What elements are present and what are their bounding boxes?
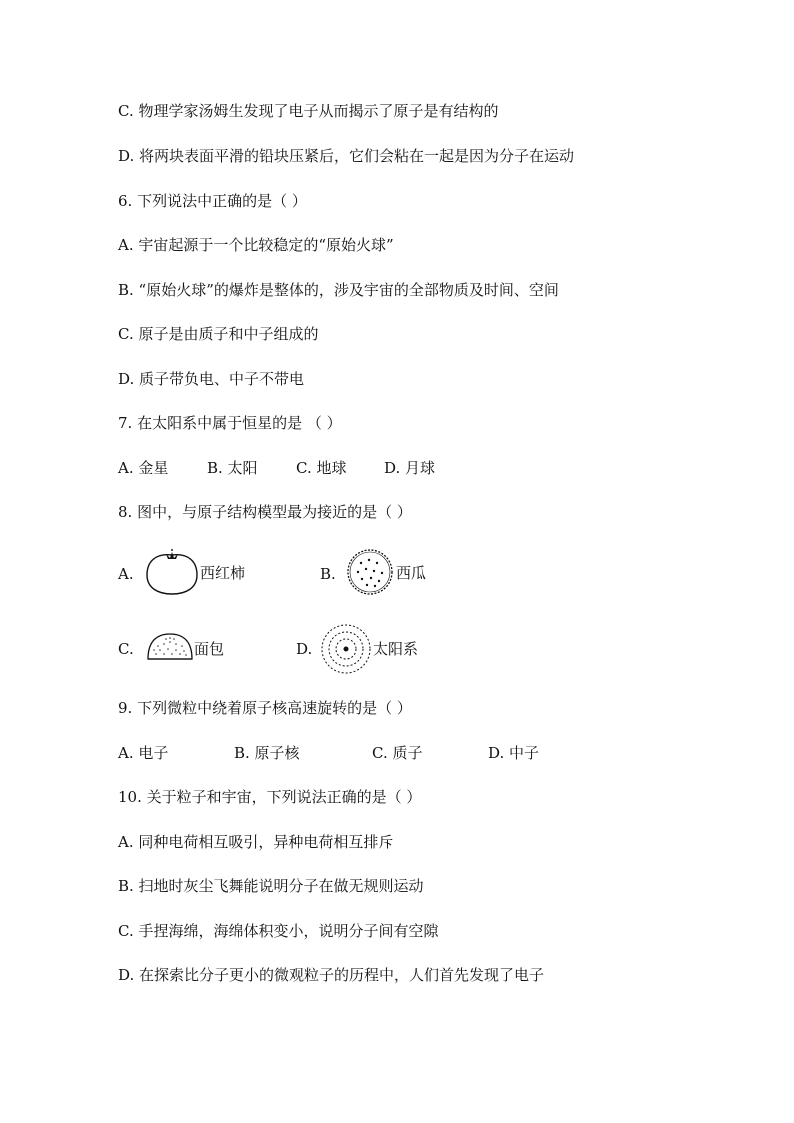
solar-system-icon	[321, 624, 371, 674]
q8-option-c-letter: C.	[118, 640, 134, 658]
tomato-icon	[145, 548, 199, 596]
q10-option-d: D. 在探索比分子更小的微观粒子的历程中，人们首先发现了电子	[118, 966, 545, 984]
q9-option-c: C. 质子	[372, 744, 423, 762]
q8-option-b-label: 西瓜	[396, 564, 427, 582]
q7-option-c: C. 地球	[296, 459, 347, 477]
q7-stem: 7. 在太阳系中属于恒星的是 （ ）	[118, 414, 342, 432]
q8-option-b-letter: B.	[320, 565, 336, 583]
q6-option-c: C. 原子是由质子和中子组成的	[118, 325, 319, 343]
q7-option-a: A. 金星	[118, 459, 169, 477]
q8-option-d-letter: D.	[296, 640, 313, 658]
bread-icon	[146, 632, 194, 662]
q6-stem: 6. 下列说法中正确的是（ ）	[118, 192, 307, 210]
q9-option-b: B. 原子核	[234, 744, 300, 762]
q8-option-d-label: 太阳系	[373, 640, 419, 658]
q5-option-c: C. 物理学家汤姆生发现了电子从而揭示了原子是有结构的	[118, 102, 499, 120]
q8-option-a-letter: A.	[118, 565, 134, 583]
q7-option-b: B. 太阳	[207, 459, 258, 477]
watermelon-icon	[346, 548, 394, 596]
q9-option-a: A. 电子	[118, 744, 169, 762]
q7-option-d: D. 月球	[384, 459, 436, 477]
q10-option-b: B. 扫地时灰尘飞舞能说明分子在做无规则运动	[118, 877, 424, 895]
q5-option-d: D. 将两块表面平滑的铅块压紧后，它们会粘在一起是因为分子在运动	[118, 147, 575, 165]
q6-option-a: A. 宇宙起源于一个比较稳定的“原始火球”	[118, 236, 394, 254]
q10-option-a: A. 同种电荷相互吸引，异种电荷相互排斥	[118, 833, 394, 851]
q8-option-c-label: 面包	[194, 640, 225, 658]
q8-stem: 8. 图中，与原子结构模型最为接近的是（ ）	[118, 503, 412, 521]
q6-option-b: B. “原始火球”的爆炸是整体的，涉及宇宙的全部物质及时间、空间	[118, 281, 559, 299]
q10-option-c: C. 手捏海绵，海绵体积变小，说明分子间有空隙	[118, 922, 439, 940]
q10-stem: 10. 关于粒子和宇宙，下列说法正确的是（ ）	[118, 788, 422, 806]
q9-option-d: D. 中子	[488, 744, 540, 762]
q8-option-a-label: 西红柿	[200, 564, 246, 582]
q9-stem: 9. 下列微粒中绕着原子核高速旋转的是（ ）	[118, 699, 412, 717]
q6-option-d: D. 质子带负电、中子不带电	[118, 370, 305, 388]
